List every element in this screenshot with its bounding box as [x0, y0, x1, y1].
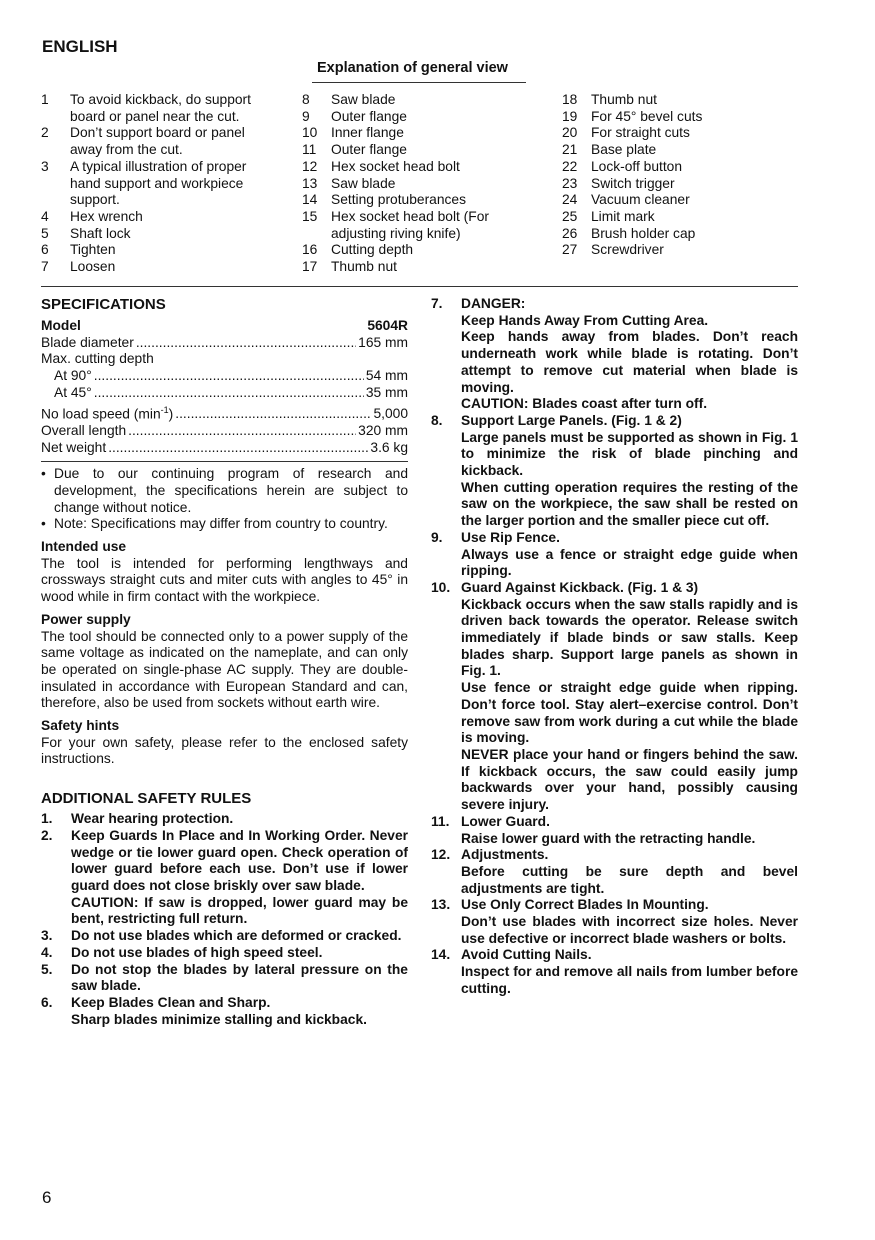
general-view-item [302, 125, 522, 142]
general-view-item [562, 176, 782, 193]
general-view-item-text: For straight cuts [591, 125, 690, 141]
power-supply-heading: Power supply [41, 611, 131, 627]
spec-divider [41, 461, 408, 462]
safety-rule-body [461, 413, 798, 530]
safety-rule-line: Use Only Correct Blades In Mounting. [461, 897, 709, 913]
general-view-item [562, 242, 782, 259]
general-view-item-text: Tighten [70, 242, 116, 258]
safety-rule-line: Guard Against Kickback. (Fig. 1 & 3) [461, 579, 699, 595]
general-view-item [562, 92, 782, 109]
spec-value: 3.6 kg [370, 439, 408, 455]
bullet-dot: • [41, 466, 46, 482]
safety-rule [431, 814, 798, 847]
general-view-item-number: 22 [562, 158, 578, 174]
general-view-item [562, 192, 782, 209]
safety-rule [431, 947, 798, 997]
general-view-item-number: 19 [562, 108, 578, 124]
safety-rule [41, 928, 408, 945]
spec-value: 5,000 [373, 406, 408, 422]
safety-rule-body [461, 296, 798, 413]
general-view-item-text: Hex socket head bolt [331, 158, 460, 174]
general-view-item-number: 8 [302, 92, 310, 107]
safety-rule-line: Keep Blades Clean and Sharp. [71, 994, 271, 1010]
general-view-item [562, 125, 782, 142]
safety-rule-line: Keep Hands Away From Cutting Area. [461, 312, 709, 328]
safety-rule-body [461, 897, 798, 947]
general-view-item [41, 242, 273, 259]
safety-rule [41, 945, 408, 962]
safety-rule-line: Do not stop the blades by lateral pressure on the saw blade. [71, 961, 408, 994]
safety-hints-text: For your own safety, please refer to the enclosed safety instructions. [41, 734, 408, 767]
safety-rule-line: CAUTION: If saw is dropped, lower guard may be bent, restricting full return. [71, 894, 408, 927]
general-view-item [302, 242, 522, 259]
safety-rule-body [461, 847, 798, 897]
spec-value: 320 mm [358, 422, 408, 438]
safety-rule-line: NEVER place your hand or fingers behind the saw. If kickback occurs, the saw could easily jump backwards over your hand, possibly causing severe injury. [461, 746, 798, 813]
safety-rules-list-right [431, 296, 798, 998]
spec-value: 35 mm [365, 384, 408, 400]
safety-rule-number: 12. [431, 847, 451, 863]
safety-rule-body [71, 928, 408, 945]
general-view-item [562, 142, 782, 159]
safety-rule [41, 811, 408, 828]
general-view-item-number: 14 [302, 192, 318, 208]
safety-hints-heading: Safety hints [41, 718, 120, 734]
safety-rule-line: Don’t use blades with incorrect size holes. Never use defective or incorrect blade washers or bolts. [461, 914, 798, 946]
safety-rule-number: 9. [431, 529, 443, 545]
safety-rule-line: Do not use blades of high speed steel. [71, 944, 323, 960]
general-view-item [41, 259, 273, 276]
general-view-item-text: Outer flange [331, 108, 407, 124]
general-view-item [562, 226, 782, 243]
safety-rule [431, 413, 798, 530]
general-view-item-text: Cutting depth [331, 242, 414, 258]
spec-label [41, 402, 173, 423]
safety-rule-number: 13. [431, 897, 451, 913]
safety-rule-line: Always use a fence or straight edge guide when ripping. [461, 546, 798, 579]
safety-rule-line: When cutting operation requires the resting of the saw on the workpiece, the saw shall be rested on the larger portion and the smaller piece cut off. [461, 479, 798, 529]
general-view-item-text: A typical illustration of proper hand support and workpiece support. [70, 158, 247, 208]
general-view-item-number: 13 [302, 175, 318, 191]
safety-rule-number: 6. [41, 994, 53, 1010]
safety-rule-body [461, 947, 798, 997]
safety-rule-body [461, 580, 798, 814]
leader-dots [175, 406, 371, 423]
safety-rule-body [71, 962, 408, 995]
intended-use-text: The tool is intended for performing lengthways and crossways straight cuts and miter cuts with angles to 45° in wood while in firm contact with the workpiece. [41, 555, 408, 605]
general-view-item [41, 125, 273, 158]
spec-label: Net weight [41, 439, 107, 455]
general-view-item-number: 4 [41, 208, 49, 224]
right-column [431, 296, 798, 998]
general-view-item-number: 2 [41, 125, 49, 141]
spec-note-text: Note: Specifications may differ from country to country. [54, 516, 388, 532]
spec-row-model [41, 318, 408, 335]
general-view-item-text: Hex socket head bolt (For adjusting riving knife) [331, 208, 489, 241]
general-view-item [41, 226, 273, 243]
spec-row-max-cutting-depth: Max. cutting depth [41, 351, 154, 367]
safety-rule-number: 3. [41, 928, 53, 944]
general-view-item-number: 11 [302, 142, 317, 158]
general-view-item-number: 17 [302, 259, 318, 275]
safety-rule-line: Support Large Panels. (Fig. 1 & 2) [461, 412, 682, 428]
safety-rule-line: Raise lower guard with the retracting handle. [461, 830, 756, 846]
safety-rule [431, 530, 798, 580]
general-view-item-number: 9 [302, 108, 310, 124]
spec-label: At 90° [54, 368, 92, 384]
spec-row-at-90 [41, 368, 408, 385]
general-view-item [302, 92, 522, 109]
general-view-item-number: 26 [562, 225, 578, 241]
spec-note [41, 516, 408, 533]
general-view-item [562, 209, 782, 226]
safety-rule-number: 2. [41, 827, 53, 843]
no-load-speed-close: ) [168, 406, 174, 422]
general-view-item-number: 3 [41, 158, 49, 174]
general-view-item [302, 142, 522, 159]
spec-model-value: 5604R [367, 318, 408, 333]
safety-rule-line: Wear hearing protection. [71, 811, 234, 827]
general-view-item-text: Brush holder cap [591, 225, 696, 241]
safety-rule-line: Kickback occurs when the saw stalls rapidly and is driven back towards the operator. Release switch immediately if blade binds or saw stalls. Keep blades sharp. Support large panels as shown in Fig. 1. [461, 596, 798, 679]
safety-rule-line: Inspect for and remove all nails from lumber before cutting. [461, 964, 798, 996]
general-view-item [41, 159, 273, 209]
general-view-column-3 [562, 92, 782, 259]
leader-dots [94, 368, 364, 385]
safety-rule-line: Use Rip Fence. [461, 529, 560, 545]
general-view-item-text: Base plate [591, 142, 657, 158]
safety-rule-body [71, 945, 408, 962]
general-view-item-text: Don’t support board or panel away from the cut. [70, 125, 245, 158]
left-column [41, 296, 408, 1028]
safety-rule [431, 897, 798, 947]
leader-dots [136, 335, 356, 352]
safety-rules-list-left [41, 811, 408, 1028]
safety-rule-line: Lower Guard. [461, 813, 550, 829]
general-view-item [302, 209, 522, 242]
safety-rule-body [71, 828, 408, 928]
spec-row-overall-length [41, 423, 408, 440]
general-view-item-number: 10 [302, 125, 318, 141]
spec-note [41, 466, 408, 516]
general-view-item-text: Thumb nut [591, 92, 657, 107]
general-view-item-text: Screwdriver [591, 242, 664, 258]
general-view-item-number: 1 [41, 92, 49, 107]
general-view-item-number: 12 [302, 158, 318, 174]
spec-label: Overall length [41, 422, 127, 438]
general-view-item [302, 159, 522, 176]
general-view-item [41, 92, 273, 125]
safety-rule-number: 7. [431, 296, 443, 311]
safety-rule-number: 1. [41, 811, 53, 827]
safety-rule-line: Keep hands away from blades. Don’t reach underneath work while blade is rotating. Don’t attempt to remove cut material when blade is moving. [461, 329, 798, 395]
safety-rule-body [71, 995, 408, 1028]
spec-model-label: Model [41, 318, 81, 333]
general-view-item-number: 24 [562, 192, 578, 208]
additional-safety-rules-heading: ADDITIONAL SAFETY RULES [41, 790, 252, 808]
general-view-column-2 [302, 92, 522, 276]
safety-rule-line: DANGER: [461, 296, 526, 311]
safety-rule-number: 5. [41, 961, 53, 977]
safety-rule-number: 11. [431, 813, 450, 829]
spec-row-no-load-speed [41, 402, 408, 423]
safety-rule-line: Adjustments. [461, 847, 549, 863]
general-view-item [562, 159, 782, 176]
general-view-item-text: Thumb nut [331, 259, 397, 275]
general-view-item-text: Switch trigger [591, 175, 675, 191]
leader-dots [94, 385, 364, 402]
safety-rule-line: Use fence or straight edge guide when ripping. Don’t force tool. Stay alert–exercise control. Don’t remove saw from work during a cut while the blade is moving. [461, 680, 798, 746]
general-view-item [562, 109, 782, 126]
general-view-column-1 [41, 92, 273, 276]
safety-rule-line: Do not use blades which are deformed or cracked. [71, 928, 402, 944]
language-heading: ENGLISH [42, 37, 118, 56]
safety-rule-number: 14. [431, 947, 451, 963]
general-view-item-number: 7 [41, 259, 49, 275]
general-view-item-text: Vacuum cleaner [591, 192, 690, 208]
general-view-item-number: 21 [562, 142, 578, 158]
safety-rule-number: 10. [431, 579, 451, 595]
safety-rule-line: CAUTION: Blades coast after turn off. [461, 396, 708, 412]
general-view-item-number: 23 [562, 175, 578, 191]
general-view-item-text: For 45° bevel cuts [591, 108, 703, 124]
spec-label: Blade diameter [41, 334, 134, 350]
general-view-item-text: Setting protuberances [331, 192, 466, 208]
general-view-item-number: 20 [562, 125, 578, 141]
safety-rule-line: Before cutting be sure depth and bevel adjustments are tight. [461, 863, 798, 896]
general-view-item-text: Inner flange [331, 125, 404, 141]
spec-row-blade-diameter [41, 335, 408, 352]
page-number: 6 [42, 1188, 52, 1207]
power-supply-text: The tool should be connected only to a power supply of the same voltage as indicated on the nameplate, and can only be operated on single-phase AC supply. They are double-insulated in accordance with European Standard and can, therefore, also be used from sockets without earth wire. [41, 628, 408, 711]
safety-rule [431, 296, 798, 413]
section-divider [41, 286, 798, 287]
specifications-heading: SPECIFICATIONS [41, 296, 166, 313]
safety-rule [431, 580, 798, 814]
general-view-item-number: 5 [41, 225, 49, 241]
general-view-item-text: Loosen [70, 259, 116, 275]
general-view-item [41, 209, 273, 226]
leader-dots [108, 440, 368, 457]
safety-rule [41, 962, 408, 995]
safety-rule-line: Keep Guards In Place and In Working Order. Never wedge or tie lower guard open. Check operation of lower guard before each use. Don’t use if lower guard does not close briskly over saw blade. [71, 827, 408, 893]
general-view-item-text: To avoid kickback, do support board or panel near the cut. [70, 92, 251, 124]
no-load-speed-exponent: -1 [160, 404, 169, 415]
general-view-item-text: Limit mark [591, 208, 655, 224]
safety-rule [41, 828, 408, 928]
general-view-item [302, 259, 522, 276]
safety-rule-line: Avoid Cutting Nails. [461, 947, 592, 963]
general-view-item-text: Shaft lock [70, 225, 131, 241]
spec-note-text: Due to our continuing program of research and development, the specifications herein are subject to change without notice. [54, 466, 408, 515]
intended-use-heading: Intended use [41, 539, 127, 555]
no-load-speed-label: No load speed (min [41, 406, 161, 422]
general-view-item-number: 25 [562, 208, 578, 224]
general-view-item-text: Saw blade [331, 175, 396, 191]
spec-row-at-45 [41, 385, 408, 402]
safety-rule-line: Sharp blades minimize stalling and kickback. [71, 1011, 367, 1027]
spec-value: 165 mm [358, 334, 408, 350]
general-view-title: Explanation of general view [317, 60, 508, 76]
spec-value: 54 mm [365, 368, 408, 384]
leader-dots [128, 423, 356, 440]
safety-rule [431, 847, 798, 897]
general-view-item-number: 15 [302, 208, 318, 224]
general-view-item-text: Saw blade [331, 92, 396, 107]
general-view-item-number: 6 [41, 242, 49, 258]
spec-label: At 45° [54, 384, 92, 400]
safety-rule-body [461, 530, 798, 580]
general-view-underline [312, 82, 526, 83]
general-view-item [302, 176, 522, 193]
safety-rule-line: Large panels must be supported as shown in Fig. 1 to minimize the risk of blade pinching and kickback. [461, 429, 798, 479]
general-view-item-text: Hex wrench [70, 208, 143, 224]
general-view-item-text: Lock-off button [591, 158, 683, 174]
safety-rule-number: 8. [431, 412, 443, 428]
safety-rule [41, 995, 408, 1028]
general-view-item [302, 192, 522, 209]
general-view-item-text: Outer flange [331, 142, 407, 158]
safety-rule-body [71, 811, 408, 828]
bullet-dot: • [41, 516, 46, 532]
general-view-item-number: 18 [562, 92, 578, 107]
spec-row-net-weight [41, 440, 408, 457]
safety-rule-number: 4. [41, 944, 53, 960]
general-view-item-number: 16 [302, 242, 318, 258]
general-view-item [302, 109, 522, 126]
general-view-item-number: 27 [562, 242, 578, 258]
safety-rule-body [461, 814, 798, 847]
